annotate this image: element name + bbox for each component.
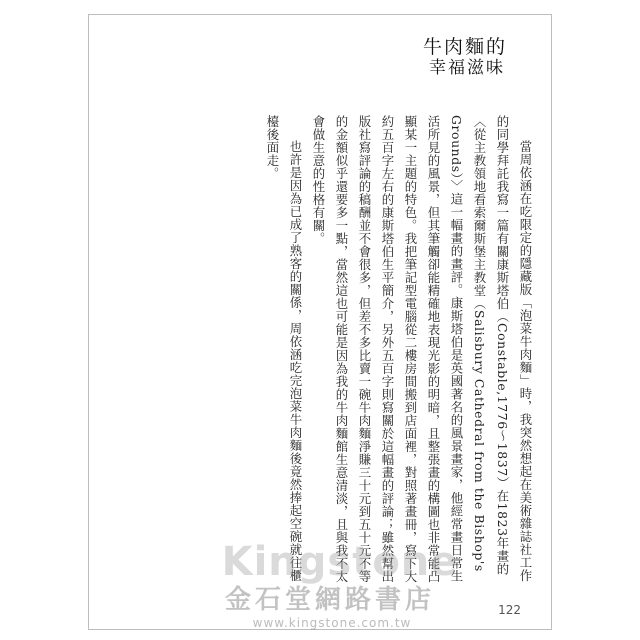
page-number: 122 — [498, 603, 521, 617]
watermark-url: www.kingstone.com.tw — [252, 616, 412, 630]
paragraph: 也許是因為已成了熟客的關係，周依涵吃完泡菜牛肉麵後竟然捧起空碗就往櫃檯後面走。 — [265, 115, 303, 582]
header-title-line1: 牛肉麵的 — [422, 36, 507, 58]
watermark-logo: Kingstone — [221, 539, 459, 585]
book-page — [88, 14, 552, 630]
running-header — [423, 37, 507, 78]
watermark-store-name: 金石堂網路書店 — [224, 585, 435, 615]
vertical-body-text — [109, 115, 537, 587]
paragraph: 當周依涵在吃限定的隱藏版「泡菜牛肉麵」時，我突然想起在美術雜誌社工作的同學拜託我寫一篇有關康斯塔伯（Constable,1776～1837）在1823年畫的〈從主教領地看索爾斯堡主教堂（Salisbury Cathedral from the Bishop's Grounds）〉這一幅畫的畫評。康斯塔伯是英國著名的風景畫家，他經常畫日常生活所見的風景，但其筆觸卻能精確地表現光影的明暗，且整張畫的構圖也非常能凸顯某一主題的特色。我把筆記型電腦從二樓房間搬到店面裡，對照著畫冊，寫下大約五百字左右的康斯塔伯生平簡介，另外五百字則寫關於這幅畫的評論；雖然幫出版社寫評論的稿酬並不會很多，但差不多比賣一碗牛肉麵淨賺三十元到五十元不等的金額似乎還要多一點，當然這也可能是因為我的牛肉麵館生意清淡，且與我不太會做生意的性格有關。 — [311, 115, 533, 583]
header-title-line2: 幸福滋味 — [429, 57, 505, 78]
